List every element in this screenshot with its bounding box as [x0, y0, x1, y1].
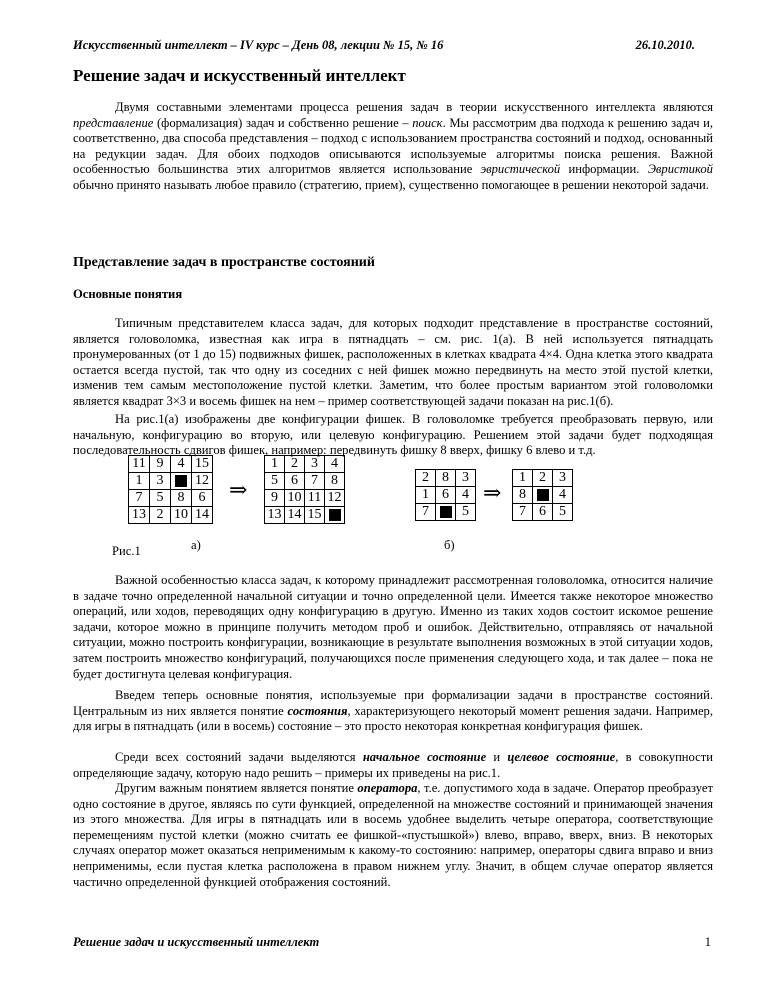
puzzle-tile: 5	[150, 490, 171, 507]
puzzle-tile: 5	[553, 504, 573, 521]
puzzle-tile: 3	[150, 473, 171, 490]
empty-tile-marker	[329, 509, 341, 521]
puzzle-tile: 15	[192, 456, 213, 473]
puzzle-tile: 2	[150, 507, 171, 524]
puzzle-tile: 10	[171, 507, 192, 524]
arrow-b: ⇒	[483, 480, 502, 505]
paragraph-2: На рис.1(а) изображены две конфигурации фишек. В головоломке требуется преобразовать первую, или начальную, конфигурацию во вторую, или целевую конфигурацию. Решением этой задачи будет подходящая последовательность сдвигов фишек, например: передвинуть фишку 8 вверх, фишку 6 влево и т.д.	[73, 412, 713, 458]
empty-cell	[325, 507, 345, 524]
empty-cell	[533, 487, 553, 504]
puzzle-tile: 7	[416, 504, 436, 521]
puzzle-tile: 4	[325, 456, 345, 473]
puzzle-row	[265, 507, 345, 524]
puzzle-tile: 15	[305, 507, 325, 524]
puzzle-tile: 2	[285, 456, 305, 473]
puzzle-tile: 1	[513, 470, 533, 487]
paragraph-1: Типичным представителем класса задач, для которых подходит представление в пространстве состояний, является головоломка, известная как игра в пятнадцать – см. рис. 1(а). В ней используется пятнадцать пронумерованных (от 1 до 15) подвижных фишек, расположенных в клетках квадрата 4×4. Одна клетка этого квадрата остается всегда пустой, так что одну из соседних с ней фишек можно передвинуть на место этой пустой клетки, изменив тем самым местоположение пустой клетки. Заметим, что более простым вариантом этой головоломки является квадрат 3×3 и восемь фишек на нем – пример соответствующей задачи показан на рис.1(б).	[73, 316, 713, 408]
figure-label-a: а)	[191, 538, 201, 552]
puzzle-tile: 7	[513, 504, 533, 521]
puzzle-tile: 12	[192, 473, 213, 490]
puzzle-tile: 14	[285, 507, 305, 524]
puzzle-tile: 9	[150, 456, 171, 473]
puzzle-row	[416, 487, 476, 504]
puzzle-tile: 13	[265, 507, 285, 524]
puzzle-tile: 3	[305, 456, 325, 473]
puzzle-tile: 5	[265, 473, 285, 490]
empty-cell	[171, 473, 192, 490]
puzzle-tile: 2	[533, 470, 553, 487]
puzzle-tile: 7	[305, 473, 325, 490]
puzzle-tile: 8	[513, 487, 533, 504]
paragraph-6: Другим важным понятием является понятие оператора, т.е. допустимого хода в задаче. Оператор преобразует одно состояние в другое, являясь по сути функцией, определенной на множестве состояний и принимающей значения из этого множества. Для игры в пятнадцать или в восемь удобнее выделить четыре оператора, соответствующие перемещениям пустой клетки (можно считать ее фишкой-«пустышкой») влево, вправо, вверх, вниз. В некоторых случаях оператор может оказаться неприменимым к какому-то состоянию: например, операторы сдвига вправо и вниз неприменимы, если пустая клетка расположена в правом нижнем углу. Значит, в общем случае оператор является частично определенной функцией отображения состояний.	[73, 781, 713, 889]
puzzle-tile: 12	[325, 490, 345, 507]
empty-cell	[436, 504, 456, 521]
paragraph-4: Введем теперь основные понятия, используемые при формализации задачи в пространстве состояний. Центральным из них является понятие состояния, характеризующего некоторый момент решения задачи. Например, для игры в пятнадцать (или в восемь) состояние – это просто некоторая конкретная конфигурация фишек.	[73, 688, 713, 734]
puzzle-tile: 8	[436, 470, 456, 487]
puzzle-tile: 1	[265, 456, 285, 473]
section-title: Представление задач в пространстве состояний	[73, 255, 375, 270]
puzzle-tile: 3	[553, 470, 573, 487]
puzzle-row	[129, 456, 213, 473]
puzzle-tile: 8	[171, 490, 192, 507]
puzzle-b-goal-state	[512, 469, 573, 521]
puzzle-row	[129, 507, 213, 524]
puzzle-tile: 10	[285, 490, 305, 507]
figure-label-b: б)	[444, 538, 455, 552]
puzzle-row	[265, 490, 345, 507]
arrow-a: ⇒	[229, 477, 248, 502]
puzzle-tile: 6	[285, 473, 305, 490]
paragraph-3: Важной особенностью класса задач, к которому принадлежит рассмотренная головоломка, относится наличие в задаче точно определенной начальной ситуации и точно определенной цели. Имеется также некоторое множество операций, или ходов, переводящих одну конфигурацию в другую. Именно из таких ходов состоит искомое решение задачи, которое можно в принципе получить методом проб и ошибок. Действительно, отправляясь от начальной ситуации, можно построить конфигурации, возникающие в результате выполнения возможных в этой ситуации ходов, затем построить множество конфигураций, получающихся после применения следующего хода, и так далее – пока не будет достигнута целевая конфигурация.	[73, 573, 713, 681]
puzzle-tile: 9	[265, 490, 285, 507]
puzzle-tile: 4	[171, 456, 192, 473]
puzzle-tile: 3	[456, 470, 476, 487]
puzzle-tile: 8	[325, 473, 345, 490]
page-header	[73, 38, 695, 53]
paragraph-5: Среди всех состояний задачи выделяются начальное состояние и целевое состояние, в совокупности определяющие задачу, которую надо решить – примеры их приведены на рис.1.	[73, 750, 713, 780]
puzzle-row	[416, 470, 476, 487]
empty-tile-marker	[537, 489, 549, 501]
puzzle-row	[265, 456, 345, 473]
puzzle-row	[129, 490, 213, 507]
puzzle-row	[416, 504, 476, 521]
puzzle-tile: 1	[129, 473, 150, 490]
puzzle-tile: 6	[533, 504, 553, 521]
puzzle-a-goal-state	[264, 455, 345, 524]
puzzle-row	[129, 473, 213, 490]
puzzle-tile: 6	[192, 490, 213, 507]
puzzle-tile: 4	[456, 487, 476, 504]
figure-caption: Рис.1	[112, 544, 141, 558]
page-footer: Решение задач и искусственный интеллект	[73, 935, 320, 949]
puzzle-tile: 6	[436, 487, 456, 504]
puzzle-row	[513, 470, 573, 487]
puzzle-b-initial-state	[415, 469, 476, 521]
header-date: 26.10.2010.	[635, 38, 695, 52]
header-course: Искусственный интеллект – IV курс – День 08, лекции № 15, № 16	[73, 38, 444, 52]
puzzle-tile: 5	[456, 504, 476, 521]
subsection-title: Основные понятия	[73, 287, 183, 301]
page-number: 1	[704, 935, 711, 949]
puzzle-row	[265, 473, 345, 490]
puzzle-tile: 11	[129, 456, 150, 473]
puzzle-tile: 11	[305, 490, 325, 507]
puzzle-tile: 2	[416, 470, 436, 487]
puzzle-tile: 7	[129, 490, 150, 507]
page-title: Решение задач и искусственный интеллект	[73, 66, 406, 85]
puzzle-row	[513, 504, 573, 521]
intro-paragraph: Двумя составными элементами процесса решения задач в теории искусственного интеллекта являются представление (формализация) задач и собственно решение – поиск. Мы рассмотрим два подхода к решению задач и, соответственно, два способа представления – подход с использованием пространства состояний и подход, основанный на редукции задач. Для обоих подходов описываются используемые алгоритмы поиска решения. Важной особенностью большинства этих алгоритмов является использование эвристической информации. Эвристикой обычно принято называть любое правило (стратегию, прием), существенно помогающее в решении некоторой задачи.	[73, 100, 714, 192]
puzzle-tile: 14	[192, 507, 213, 524]
puzzle-a-initial-state	[128, 455, 213, 524]
empty-tile-marker	[175, 475, 187, 487]
puzzle-tile: 1	[416, 487, 436, 504]
puzzle-tile: 13	[129, 507, 150, 524]
puzzle-tile: 4	[553, 487, 573, 504]
empty-tile-marker	[440, 506, 452, 518]
puzzle-row	[513, 487, 573, 504]
